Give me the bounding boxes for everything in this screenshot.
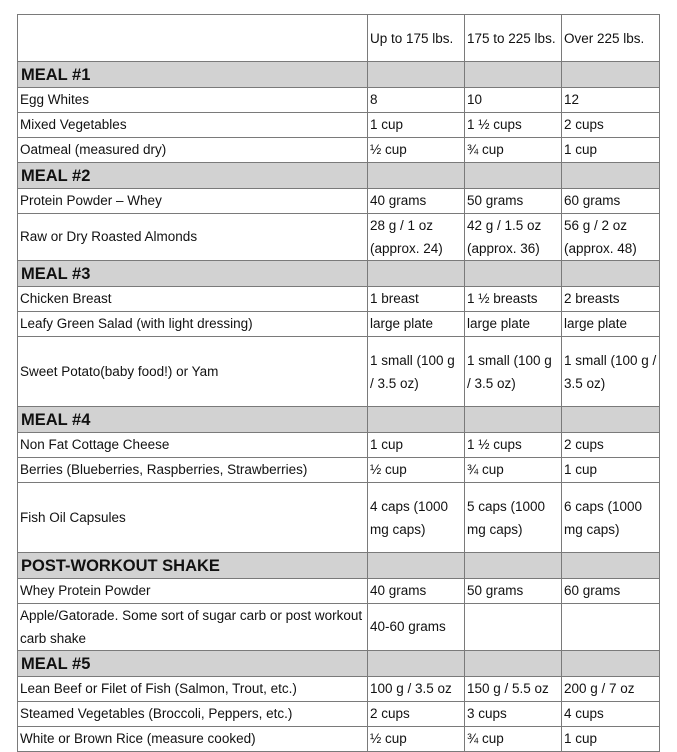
amount-over-225: 60 grams [562,579,660,604]
amount-175-to-225: 42 g / 1.5 oz (approx. 36) [465,214,562,261]
amount-over-225: 1 cup [562,727,660,752]
amount-175-to-225: 150 g / 5.5 oz [465,677,562,702]
section-title: MEAL #2 [18,163,368,189]
food-name: Protein Powder – Whey [18,189,368,214]
table-row [18,337,660,407]
amount-over-225: 4 cups [562,702,660,727]
amount-over-225: 2 cups [562,433,660,458]
table-row [18,138,660,163]
amount-175-to-225: ¾ cup [465,458,562,483]
amount-175-to-225: 50 grams [465,189,562,214]
header-weight-over-225: Over 225 lbs. [562,15,660,62]
section-meal-5 [18,651,660,677]
amount-up-to-175: 2 cups [368,702,465,727]
amount-up-to-175: 40 grams [368,579,465,604]
food-name: Chicken Breast [18,287,368,312]
amount-over-225 [562,604,660,651]
food-name: White or Brown Rice (measure cooked) [18,727,368,752]
amount-175-to-225: 10 [465,88,562,113]
food-name: Raw or Dry Roasted Almonds [18,214,368,261]
food-name: Non Fat Cottage Cheese [18,433,368,458]
table-row [18,287,660,312]
amount-up-to-175: 1 cup [368,113,465,138]
table-row [18,458,660,483]
amount-175-to-225 [465,604,562,651]
section-meal-3 [18,261,660,287]
amount-175-to-225: 5 caps (1000 mg caps) [465,483,562,553]
food-name: Steamed Vegetables (Broccoli, Peppers, etc.) [18,702,368,727]
food-name: Leafy Green Salad (with light dressing) [18,312,368,337]
section-post-workout-shake [18,553,660,579]
amount-up-to-175: ½ cup [368,138,465,163]
amount-over-225: large plate [562,312,660,337]
header-weight-up-to-175: Up to 175 lbs. [368,15,465,62]
header-food-cell [18,15,368,62]
table-row [18,579,660,604]
amount-175-to-225: 3 cups [465,702,562,727]
amount-up-to-175: 40-60 grams [368,604,465,651]
amount-175-to-225: ¾ cup [465,138,562,163]
amount-over-225: 12 [562,88,660,113]
table-row [18,702,660,727]
table-row [18,88,660,113]
amount-up-to-175: 4 caps (1000 mg caps) [368,483,465,553]
food-name: Apple/Gatorade. Some sort of sugar carb or post workout carb shake [18,604,368,651]
amount-175-to-225: 1 small (100 g / 3.5 oz) [465,337,562,407]
table-row [18,189,660,214]
section-title: MEAL #4 [18,407,368,433]
amount-up-to-175: 1 small (100 g / 3.5 oz) [368,337,465,407]
table-row [18,312,660,337]
amount-up-to-175: 100 g / 3.5 oz [368,677,465,702]
section-title: MEAL #1 [18,62,368,88]
amount-175-to-225: large plate [465,312,562,337]
food-name: Lean Beef or Filet of Fish (Salmon, Trout, etc.) [18,677,368,702]
amount-over-225: 2 breasts [562,287,660,312]
amount-up-to-175: 40 grams [368,189,465,214]
amount-over-225: 1 cup [562,458,660,483]
amount-over-225: 6 caps (1000 mg caps) [562,483,660,553]
amount-over-225: 200 g / 7 oz [562,677,660,702]
section-meal-4 [18,407,660,433]
table-row [18,113,660,138]
amount-over-225: 2 cups [562,113,660,138]
section-title: POST-WORKOUT SHAKE [18,553,368,579]
amount-over-225: 1 small (100 g / 3.5 oz) [562,337,660,407]
table-row [18,483,660,553]
table-row [18,214,660,261]
section-title: MEAL #5 [18,651,368,677]
amount-up-to-175: ½ cup [368,458,465,483]
amount-up-to-175: 1 breast [368,287,465,312]
table-row [18,677,660,702]
header-weight-175-to-225: 175 to 225 lbs. [465,15,562,62]
section-meal-2 [18,163,660,189]
food-name: Mixed Vegetables [18,113,368,138]
amount-over-225: 1 cup [562,138,660,163]
amount-175-to-225: 50 grams [465,579,562,604]
food-name: Egg Whites [18,88,368,113]
amount-over-225: 56 g / 2 oz (approx. 48) [562,214,660,261]
food-name: Berries (Blueberries, Raspberries, Strawberries) [18,458,368,483]
amount-up-to-175: 28 g / 1 oz (approx. 24) [368,214,465,261]
amount-175-to-225: 1 ½ cups [465,113,562,138]
section-title: MEAL #3 [18,261,368,287]
amount-up-to-175: ½ cup [368,727,465,752]
food-name: Whey Protein Powder [18,579,368,604]
table-row [18,433,660,458]
food-name: Fish Oil Capsules [18,483,368,553]
header-row [18,15,660,62]
amount-175-to-225: ¾ cup [465,727,562,752]
meal-plan-table [17,14,660,752]
amount-up-to-175: 8 [368,88,465,113]
amount-175-to-225: 1 ½ cups [465,433,562,458]
amount-over-225: 60 grams [562,189,660,214]
amount-up-to-175: large plate [368,312,465,337]
meal-plan-table-container [17,14,659,752]
amount-175-to-225: 1 ½ breasts [465,287,562,312]
amount-up-to-175: 1 cup [368,433,465,458]
section-meal-1 [18,62,660,88]
food-name: Oatmeal (measured dry) [18,138,368,163]
table-row [18,604,660,651]
food-name: Sweet Potato(baby food!) or Yam [18,337,368,407]
